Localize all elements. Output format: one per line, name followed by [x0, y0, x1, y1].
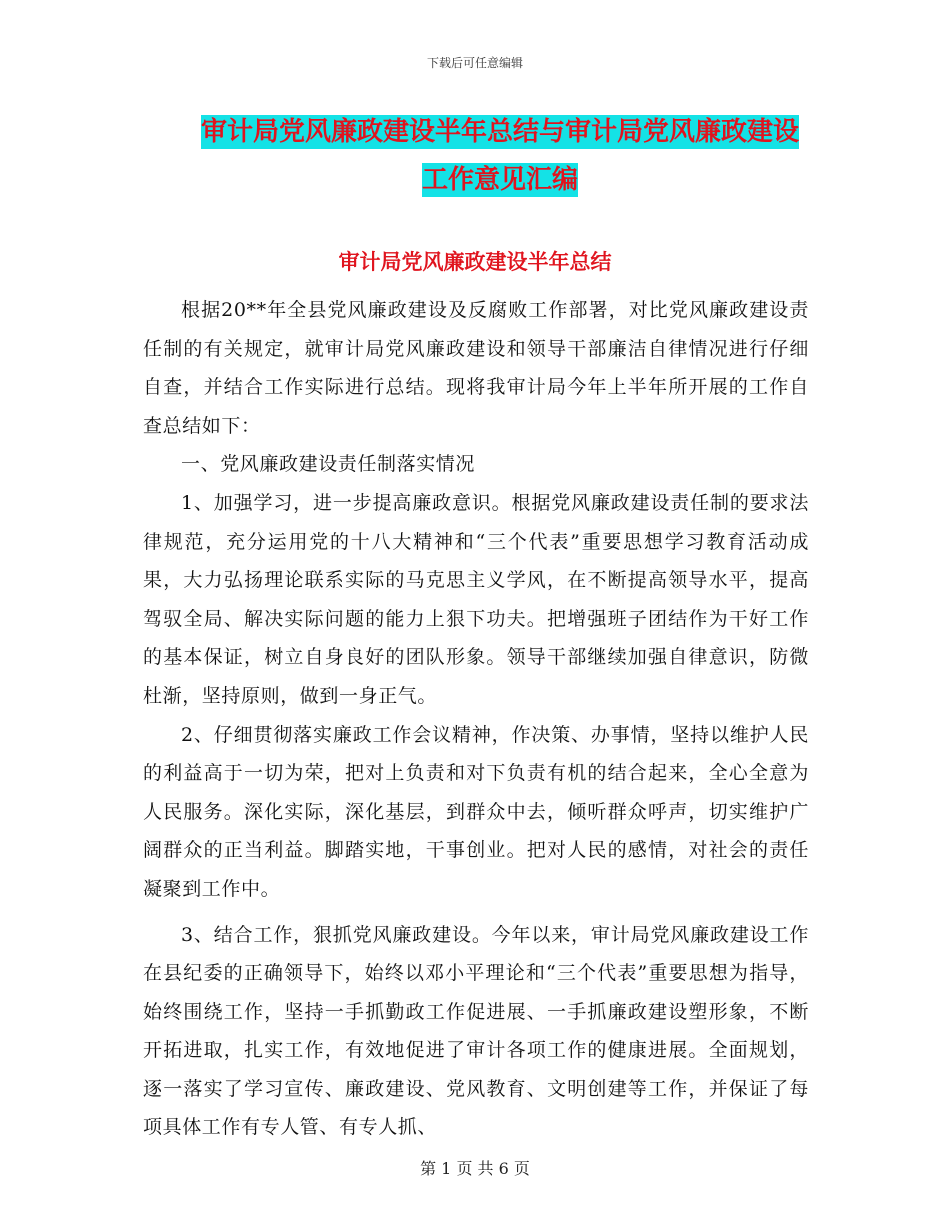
- paragraph-item-3: 3、结合工作，狠抓党风廉政建设。今年以来，审计局党风廉政建设工作在县纪委的正确领导下，始终以邓小平理论和“三个代表”重要思想为指导，始终围绕工作，坚持一手抓勤政工作促进展、一手抓廉政建设塑形象，不断开拓进取，扎实工作，有效地促进了审计各项工作的健康进展。全面规划，逐一落实了学习宣传、廉政建设、党风教育、文明创建等工作，并保证了每项具体工作有专人管、有专人抓、: [143, 923, 809, 1139]
- paragraph-item-2: 2、仔细贯彻落实廉政工作会议精神，作决策、办事情，坚持以维护人民的利益高于一切为荣，把对上负责和对下负责有机的结合起来，全心全意为人民服务。深化实际，深化基层，到群众中去，倾听群众呼声，切实维护广阔群众的正当利益。脚踏实地，干事创业。把对人民的感情，对社会的责任凝聚到工作中。: [143, 723, 809, 900]
- page-number: 第 1 页 共 6 页: [420, 1159, 530, 1178]
- title-highlight-2: 工作意见汇编: [421, 165, 578, 195]
- document-title-line-2: [150, 156, 850, 204]
- paragraph-intro: 根据20**年全县党风廉政建设及反腐败工作部署，对比党风廉政建设责任制的有关规定，就审计局党风廉政建设和领导干部廉洁自律情况进行仔细自查，并结合工作实际进行总结。现将我审计局今年上半年所开展的工作自查总结如下：: [143, 299, 809, 437]
- body-text: [143, 291, 809, 1147]
- paragraph-heading-1: 一、党风廉政建设责任制落实情况: [181, 453, 476, 476]
- title-highlight-1: 审计局党风廉政建设半年总结与审计局党风廉政建设: [200, 117, 799, 147]
- document-title: [150, 108, 850, 204]
- paragraph-item-1: 1、加强学习，进一步提高廉政意识。根据党风廉政建设责任制的要求法律规范，充分运用党的十八大精神和“三个代表”重要思想学习教育活动成果，大力弘扬理论联系实际的马克思主义学风，在不断提高领导水平，提高驾驭全局、解决实际问题的能力上狠下功夫。把增强班子团结作为干好工作的基本保证，树立自身良好的团队形象。领导干部继续加强自律意识，防微杜渐，坚持原则，做到一身正气。: [143, 491, 809, 707]
- header-note: 下载后可任意编辑: [426, 56, 523, 70]
- section-title: 审计局党风廉政建设半年总结: [338, 250, 612, 274]
- document-title-line-1: [150, 108, 850, 156]
